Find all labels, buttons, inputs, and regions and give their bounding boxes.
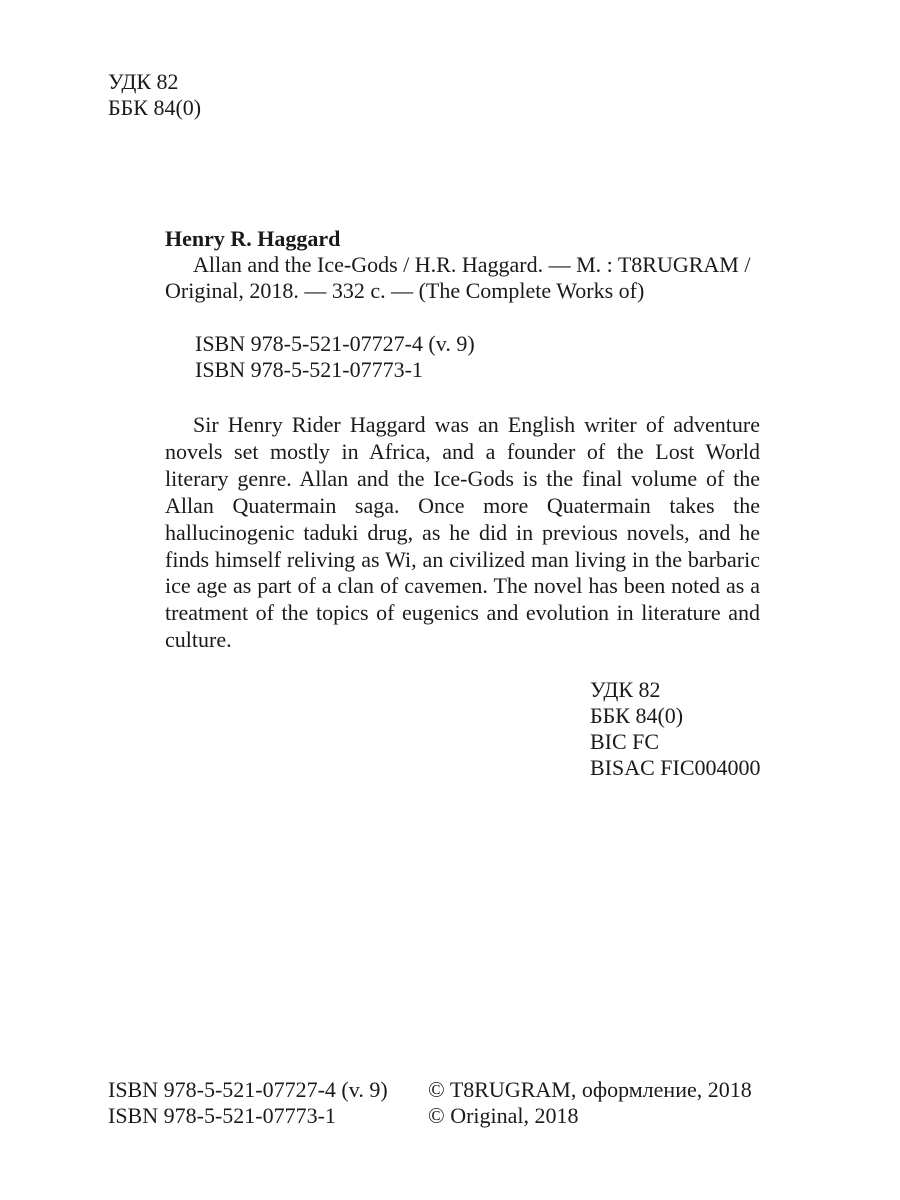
annotation-text: Sir Henry Rider Haggard was an English writer of adventure novels set mostly in Africa, and a founder of the Lost World literary genre. Allan and the Ice-Gods is the final volume of the Allan Quatermain saga. Once more Quatermain takes the hallucinogenic taduki drug, as he did in previous novels, and he finds himself reliving as Wi, an civilized man living in the barbaric ice age as part of a clan of cavemen. The novel has been noted as a treatment of the topics of eugenics and evolution in literature and culture. xyxy=(165,412,760,653)
bic-code: BIC FC xyxy=(590,729,660,754)
copyright-design: © T8RUGRAM, оформление, 2018 xyxy=(428,1077,752,1102)
copyright-original: © Original, 2018 xyxy=(428,1103,579,1128)
udk-code: УДК 82 xyxy=(590,677,661,702)
footer-copyright xyxy=(428,1077,752,1129)
title-statement: Allan and the Ice-Gods / H.R. Haggard. — M. : T8RUGRAM / xyxy=(193,252,751,277)
footer-isbn-set: ISBN 978-5-521-07773-1 xyxy=(108,1103,336,1128)
footer-isbn-volume: ISBN 978-5-521-07727-4 (v. 9) xyxy=(108,1077,388,1102)
publication-statement: Original, 2018. — 332 c. — (The Complete Works of) xyxy=(165,278,645,303)
bbk-code: ББК 84(0) xyxy=(590,703,684,728)
bbk-code: ББК 84(0) xyxy=(108,95,202,120)
top-classification-codes xyxy=(108,69,201,121)
udk-code: УДК 82 xyxy=(108,69,179,94)
isbn-list xyxy=(195,331,475,383)
classification-codes xyxy=(590,677,761,781)
annotation xyxy=(165,412,760,654)
isbn-volume: ISBN 978-5-521-07727-4 (v. 9) xyxy=(195,331,475,356)
author-heading: Henry R. Haggard xyxy=(165,226,341,251)
isbn-set: ISBN 978-5-521-07773-1 xyxy=(195,357,423,382)
bisac-code: BISAC FIC004000 xyxy=(590,755,761,780)
footer-isbn xyxy=(108,1077,388,1129)
catalog-record xyxy=(165,226,760,304)
